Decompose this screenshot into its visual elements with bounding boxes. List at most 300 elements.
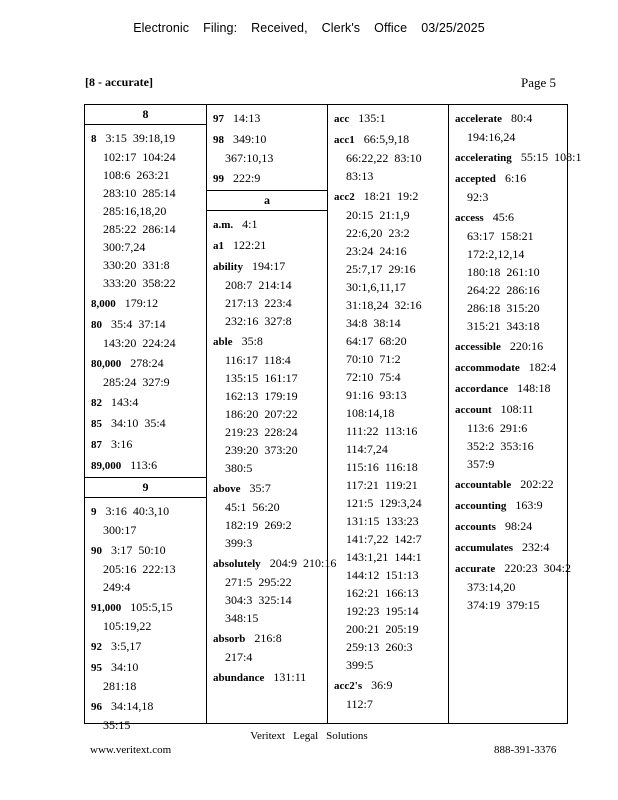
- entry-cont-line: [213, 498, 327, 516]
- page-line-refs: 3:15 39:18,19: [105, 131, 176, 145]
- index-term: accelerating: [455, 152, 512, 164]
- section-header: 9: [85, 477, 206, 498]
- index-term: accurate: [455, 563, 496, 575]
- page-line-refs: 121:5 129:3,24: [346, 496, 422, 510]
- entry-first-line: [91, 658, 206, 677]
- entry-first-line: [334, 187, 448, 206]
- entry-first-line: [455, 337, 567, 356]
- index-entry: [213, 109, 327, 128]
- entry-cont-line: [91, 148, 206, 166]
- entry-cont-line: [334, 548, 448, 566]
- page-line-refs: 200:21 205:19: [346, 622, 419, 636]
- entry-cont-line: [334, 638, 448, 656]
- index-entry: [455, 559, 571, 614]
- index-entry: [334, 187, 448, 674]
- entry-cont-line: [334, 512, 448, 530]
- index-entry: [91, 129, 206, 292]
- page-line-refs: 205:16 222:13: [103, 562, 176, 576]
- page-line-refs: 66:5,9,18: [363, 132, 410, 146]
- index-entry: [334, 109, 448, 128]
- page-line-refs: 113:6: [130, 458, 158, 472]
- section-header: 8: [85, 105, 206, 125]
- page-line-refs: 114:7,24: [346, 442, 388, 456]
- page-line-refs: 14:13: [233, 111, 261, 125]
- page-line-refs: 399:3: [225, 536, 253, 550]
- entry-cont-line: [213, 534, 327, 552]
- index-term: abundance: [213, 672, 265, 684]
- entry-cont-line: [91, 334, 206, 352]
- entry-first-line: [213, 169, 327, 188]
- page-line-refs: 34:10 35:4: [111, 416, 166, 430]
- index-entry: [91, 697, 206, 734]
- page-line-refs: 315:21 343:18: [467, 319, 540, 333]
- index-term: 96: [91, 701, 102, 713]
- index-term: 8,000: [91, 298, 116, 310]
- entry-cont-line: [334, 332, 448, 350]
- page-line-refs: 143:4: [111, 395, 139, 409]
- index-term: 99: [213, 173, 224, 185]
- page-line-refs: 259:13 260:3: [346, 640, 413, 654]
- entry-first-line: [213, 554, 337, 573]
- entry-cont-line: [334, 458, 448, 476]
- page-line-refs: 148:18: [517, 381, 551, 395]
- page-line-refs: 219:23 228:24: [225, 425, 298, 439]
- index-term: 89,000: [91, 460, 122, 472]
- index-term: a1: [213, 240, 224, 252]
- index-term: a.m.: [213, 219, 234, 231]
- index-column-2: [207, 105, 337, 723]
- entry-first-line: [455, 358, 567, 377]
- entry-cont-line: [334, 278, 448, 296]
- page-line-refs: 35:7: [249, 481, 271, 495]
- page-line-refs: 380:5: [225, 461, 253, 475]
- entry-cont-line: [213, 405, 327, 423]
- entry-cont-line: [455, 128, 567, 146]
- index-term: accessible: [455, 341, 501, 353]
- page-line-refs: 35:4 37:14: [111, 317, 166, 331]
- footer-website: www.veritext.com: [90, 744, 172, 756]
- entry-first-line: [91, 129, 206, 148]
- section-body: [85, 125, 206, 477]
- page-line-refs: 25:7,17 29:16: [346, 262, 416, 276]
- index-term: 98: [213, 134, 224, 146]
- entry-cont-line: [334, 206, 448, 224]
- page-line-refs: 192:23 195:14: [346, 604, 419, 618]
- entry-cont-line: [455, 245, 567, 263]
- entry-first-line: [91, 456, 206, 475]
- entry-cont-line: [455, 419, 567, 437]
- filing-word: Clerk's: [321, 21, 361, 35]
- entry-first-line: [91, 435, 206, 454]
- page-line-refs: 144:12 151:13: [346, 568, 419, 582]
- page-line-refs: 34:10: [111, 660, 139, 674]
- page-line-refs: 352:2 353:16: [467, 439, 534, 453]
- entry-first-line: [455, 169, 567, 188]
- entry-first-line: [455, 496, 567, 515]
- entry-cont-line: [334, 476, 448, 494]
- index-term: accordance: [455, 383, 509, 395]
- index-term: accepted: [455, 173, 496, 185]
- page-line-refs: 172:2,12,14: [467, 247, 525, 261]
- index-entry: [91, 393, 206, 412]
- entry-cont-line: [334, 695, 448, 713]
- entry-first-line: [455, 379, 567, 398]
- page-line-refs: 55:15 108:1: [520, 150, 582, 164]
- entry-cont-line: [334, 368, 448, 386]
- entry-first-line: [455, 148, 582, 167]
- entry-cont-line: [334, 350, 448, 368]
- page-line-refs: 20:15 21:1,9: [346, 208, 410, 222]
- index-term: accounting: [455, 500, 507, 512]
- page-line-refs: 182:19 269:2: [225, 518, 292, 532]
- page-line-refs: 45:1 56:20: [225, 500, 280, 514]
- entry-first-line: [455, 475, 567, 494]
- entry-cont-line: [91, 256, 206, 274]
- entry-cont-line: [213, 369, 327, 387]
- filing-word: Filing:: [203, 21, 238, 35]
- entry-cont-line: [334, 440, 448, 458]
- page-line-refs: 122:21: [233, 238, 267, 252]
- page-number: Page 5: [521, 75, 557, 90]
- footer-phone: 888-391-3376: [494, 744, 557, 756]
- entry-cont-line: [334, 422, 448, 440]
- index-entry: [91, 598, 206, 635]
- entry-first-line: [334, 109, 448, 128]
- page-line-refs: 80:4: [511, 111, 533, 125]
- page-line-refs: 163:9: [515, 498, 543, 512]
- index-column-3: [328, 105, 449, 723]
- index-entry: [455, 208, 567, 335]
- entry-cont-line: [213, 516, 327, 534]
- entry-cont-line: [213, 294, 327, 312]
- entry-cont-line: [91, 238, 206, 256]
- index-entry: [455, 379, 567, 398]
- section-body: [328, 105, 448, 715]
- entry-cont-line: [213, 573, 327, 591]
- page-line-refs: 162:13 179:19: [225, 389, 298, 403]
- footer-word: Legal: [293, 730, 319, 742]
- index-column-4: [449, 105, 582, 723]
- entry-first-line: [213, 332, 327, 351]
- entry-cont-line: [213, 276, 327, 294]
- page-line-refs: 6:16: [504, 171, 527, 185]
- page-line-refs: 232:4: [522, 540, 550, 554]
- index-entry: [455, 148, 582, 167]
- footer-word: Veritext: [250, 730, 286, 742]
- index-entry: [91, 315, 206, 352]
- page-line-refs: 36:9: [371, 678, 393, 692]
- index-entry: [213, 629, 327, 666]
- page-line-refs: 83:13: [346, 169, 374, 183]
- page-line-refs: 180:18 261:10: [467, 265, 540, 279]
- entry-first-line: [334, 130, 448, 149]
- page-line-refs: 30:1,6,11,17: [346, 280, 406, 294]
- page-line-refs: 113:6 291:6: [467, 421, 528, 435]
- entry-cont-line: [455, 299, 567, 317]
- index-entry: [213, 257, 327, 330]
- page-line-refs: 63:17 158:21: [467, 229, 534, 243]
- entry-cont-line: [91, 560, 206, 578]
- entry-cont-line: [213, 459, 327, 477]
- page-line-refs: 4:1: [242, 217, 258, 231]
- page-line-refs: 98:24: [504, 519, 533, 533]
- index-term: 91,000: [91, 602, 122, 614]
- entry-first-line: [91, 354, 206, 373]
- page-line-refs: 194:16,24: [467, 130, 516, 144]
- index-entry: [91, 414, 206, 433]
- index-term: absorb: [213, 633, 246, 645]
- entry-cont-line: [91, 521, 206, 539]
- entry-cont-line: [91, 202, 206, 220]
- page-line-refs: 131:15 133:23: [346, 514, 419, 528]
- entry-cont-line: [213, 387, 327, 405]
- page-line-refs: 333:20 358:22: [103, 276, 176, 290]
- entry-first-line: [91, 294, 206, 313]
- index-term: 97: [213, 113, 224, 125]
- entry-first-line: [455, 400, 567, 419]
- index-entry: [91, 502, 206, 539]
- entry-cont-line: [455, 317, 567, 335]
- entry-cont-line: [334, 530, 448, 548]
- page-line-refs: 3:17 50:10: [111, 543, 166, 557]
- page-line-refs: 72:10 75:4: [346, 370, 401, 384]
- entry-cont-line: [334, 566, 448, 584]
- entry-cont-line: [213, 441, 327, 459]
- entry-cont-line: [455, 455, 567, 473]
- entry-first-line: [213, 109, 327, 128]
- page-line-refs: 31:18,24 32:16: [346, 298, 422, 312]
- entry-cont-line: [91, 220, 206, 238]
- page-line-refs: 179:12: [124, 296, 159, 310]
- page-line-refs: 222:9: [233, 171, 261, 185]
- page-line-refs: 3:16 40:3,10: [105, 504, 170, 518]
- index-term: acc2: [334, 191, 355, 203]
- page-line-refs: 217:13 223:4: [225, 296, 292, 310]
- page-line-refs: 249:4: [103, 580, 131, 594]
- page-line-refs: 131:11: [273, 670, 307, 684]
- entry-cont-line: [334, 167, 448, 185]
- index-entry: [91, 456, 206, 475]
- page-line-refs: 373:14,20: [467, 580, 516, 594]
- page-line-refs: 35:15: [103, 718, 131, 732]
- entry-cont-line: [455, 437, 567, 455]
- index-entry: [213, 554, 337, 627]
- page-line-refs: 108:6 263:21: [103, 168, 170, 182]
- page-line-refs: 102:17 104:24: [103, 150, 176, 164]
- page-line-refs: 271:5 295:22: [225, 575, 292, 589]
- entry-first-line: [455, 517, 567, 536]
- entry-first-line: [91, 502, 206, 521]
- index-entry: [213, 130, 327, 167]
- page-line-refs: 141:7,22 142:7: [346, 532, 422, 546]
- index-term: access: [455, 212, 484, 224]
- page-line-refs: 117:21 119:21: [346, 478, 418, 492]
- page-line-refs: 286:18 315:20: [467, 301, 540, 315]
- index-entry: [455, 169, 567, 206]
- index-entry: [455, 109, 567, 146]
- entry-cont-line: [91, 373, 206, 391]
- filing-word: 03/25/2025: [421, 21, 485, 35]
- entry-cont-line: [334, 494, 448, 512]
- entry-cont-line: [334, 404, 448, 422]
- footer-company: [0, 730, 618, 742]
- entry-cont-line: [334, 602, 448, 620]
- page-line-refs: 91:16 93:13: [346, 388, 407, 402]
- index-range: [8 - accurate]: [85, 75, 153, 89]
- index-term: 9: [91, 506, 97, 518]
- index-term: 80: [91, 319, 102, 331]
- index-entry: [91, 541, 206, 596]
- page-line-refs: 143:20 224:24: [103, 336, 176, 350]
- entry-cont-line: [213, 423, 327, 441]
- entry-cont-line: [455, 263, 567, 281]
- entry-cont-line: [334, 296, 448, 314]
- page-line-refs: 35:8: [241, 334, 263, 348]
- page-line-refs: 300:17: [103, 523, 137, 537]
- entry-cont-line: [334, 620, 448, 638]
- page-line-refs: 34:8 38:14: [346, 316, 401, 330]
- entry-cont-line: [213, 609, 327, 627]
- index-term: accounts: [455, 521, 496, 533]
- entry-cont-line: [455, 596, 567, 614]
- page-line-refs: 18:21 19:2: [363, 189, 419, 203]
- page-line-refs: 220:23 304:2: [504, 561, 571, 575]
- index-term: 95: [91, 662, 102, 674]
- entry-first-line: [455, 109, 567, 128]
- entry-cont-line: [334, 656, 448, 674]
- index-entry: [213, 169, 327, 188]
- page-line-refs: 374:19 379:15: [467, 598, 540, 612]
- entry-cont-line: [334, 242, 448, 260]
- entry-first-line: [213, 668, 327, 687]
- index-entry: [91, 354, 206, 391]
- section-body: [85, 498, 206, 736]
- page-line-refs: 108:11: [500, 402, 534, 416]
- index-entry: [455, 475, 567, 494]
- entry-cont-line: [334, 314, 448, 332]
- page-line-refs: 217:4: [225, 650, 253, 664]
- index-entry: [334, 130, 448, 185]
- page-line-refs: 22:6,20 23:2: [346, 226, 410, 240]
- index-entry: [213, 479, 327, 552]
- index-term: accelerate: [455, 113, 503, 125]
- page-line-refs: 399:5: [346, 658, 374, 672]
- page-line-refs: 232:16 327:8: [225, 314, 292, 328]
- index-term: ability: [213, 261, 243, 273]
- footer-word: Solutions: [326, 730, 368, 742]
- filing-word: Electronic: [133, 21, 190, 35]
- entry-cont-line: [455, 227, 567, 245]
- entry-cont-line: [91, 578, 206, 596]
- index-term: 85: [91, 418, 102, 430]
- page-line-refs: 194:17: [251, 259, 286, 273]
- entry-first-line: [213, 629, 327, 648]
- filing-word: Received,: [251, 21, 308, 35]
- entry-cont-line: [455, 188, 567, 206]
- page-line-refs: 116:17 118:4: [225, 353, 291, 367]
- entry-first-line: [213, 130, 327, 149]
- page-line-refs: 34:14,18: [111, 699, 154, 713]
- page-line-refs: 330:20 331:8: [103, 258, 170, 272]
- index-term: 92: [91, 641, 102, 653]
- entry-cont-line: [334, 224, 448, 242]
- entry-first-line: [91, 414, 206, 433]
- entry-cont-line: [213, 149, 327, 167]
- page-line-refs: 70:10 71:2: [346, 352, 401, 366]
- page-line-refs: 204:9 210:16: [269, 556, 337, 570]
- entry-cont-line: [213, 351, 327, 369]
- entry-first-line: [91, 393, 206, 412]
- index-entry: [455, 358, 567, 377]
- index-term: absolutely: [213, 558, 261, 570]
- filing-word: Office: [374, 21, 408, 35]
- entry-cont-line: [91, 677, 206, 695]
- index-entry: [91, 637, 206, 656]
- word-index-grid: [84, 104, 582, 732]
- page-line-refs: 112:7: [346, 697, 373, 711]
- page-line-refs: 348:15: [225, 611, 259, 625]
- page-line-refs: 281:18: [103, 679, 137, 693]
- page-line-refs: 304:3 325:14: [225, 593, 292, 607]
- entry-cont-line: [455, 281, 567, 299]
- index-entry: [455, 496, 567, 515]
- index-entry: [213, 668, 327, 687]
- page-line-refs: 3:16: [111, 437, 133, 451]
- page-line-refs: 105:19,22: [103, 619, 152, 633]
- entry-cont-line: [213, 648, 327, 666]
- entry-first-line: [455, 538, 567, 557]
- entry-cont-line: [455, 578, 567, 596]
- index-term: 90: [91, 545, 102, 557]
- page-line-refs: 111:22 113:16: [346, 424, 418, 438]
- index-term: above: [213, 483, 241, 495]
- page-line-refs: 3:5,17: [111, 639, 142, 653]
- page-line-refs: 300:7,24: [103, 240, 146, 254]
- entry-first-line: [91, 315, 206, 334]
- entry-first-line: [91, 637, 206, 656]
- index-term: accountable: [455, 479, 512, 491]
- index-entry: [91, 294, 206, 313]
- entry-cont-line: [213, 591, 327, 609]
- section-header: a: [207, 190, 327, 211]
- page-line-refs: 45:6: [492, 210, 515, 224]
- page-line-refs: 285:22 286:14: [103, 222, 176, 236]
- index-term: 82: [91, 397, 102, 409]
- entry-first-line: [213, 479, 327, 498]
- section-body: [449, 105, 582, 616]
- page-line-refs: 105:5,15: [130, 600, 173, 614]
- page-line-refs: 64:17 68:20: [346, 334, 407, 348]
- page-line-refs: 186:20 207:22: [225, 407, 298, 421]
- entry-cont-line: [213, 312, 327, 330]
- page-line-refs: 357:9: [467, 457, 495, 471]
- page-line-refs: 92:3: [467, 190, 489, 204]
- page-line-refs: 208:7 214:14: [225, 278, 292, 292]
- index-entry: [455, 337, 567, 356]
- index-term: 8: [91, 133, 97, 145]
- section-body: [207, 105, 327, 190]
- index-entry: [213, 236, 327, 255]
- entry-first-line: [455, 559, 571, 578]
- page-line-refs: 349:10: [233, 132, 267, 146]
- entry-first-line: [91, 697, 206, 716]
- page-line-refs: 239:20 373:20: [225, 443, 298, 457]
- page-line-refs: 216:8: [254, 631, 282, 645]
- section-body: [207, 211, 337, 689]
- index-entry: [91, 435, 206, 454]
- page-line-refs: 23:24 24:16: [346, 244, 407, 258]
- entry-cont-line: [334, 260, 448, 278]
